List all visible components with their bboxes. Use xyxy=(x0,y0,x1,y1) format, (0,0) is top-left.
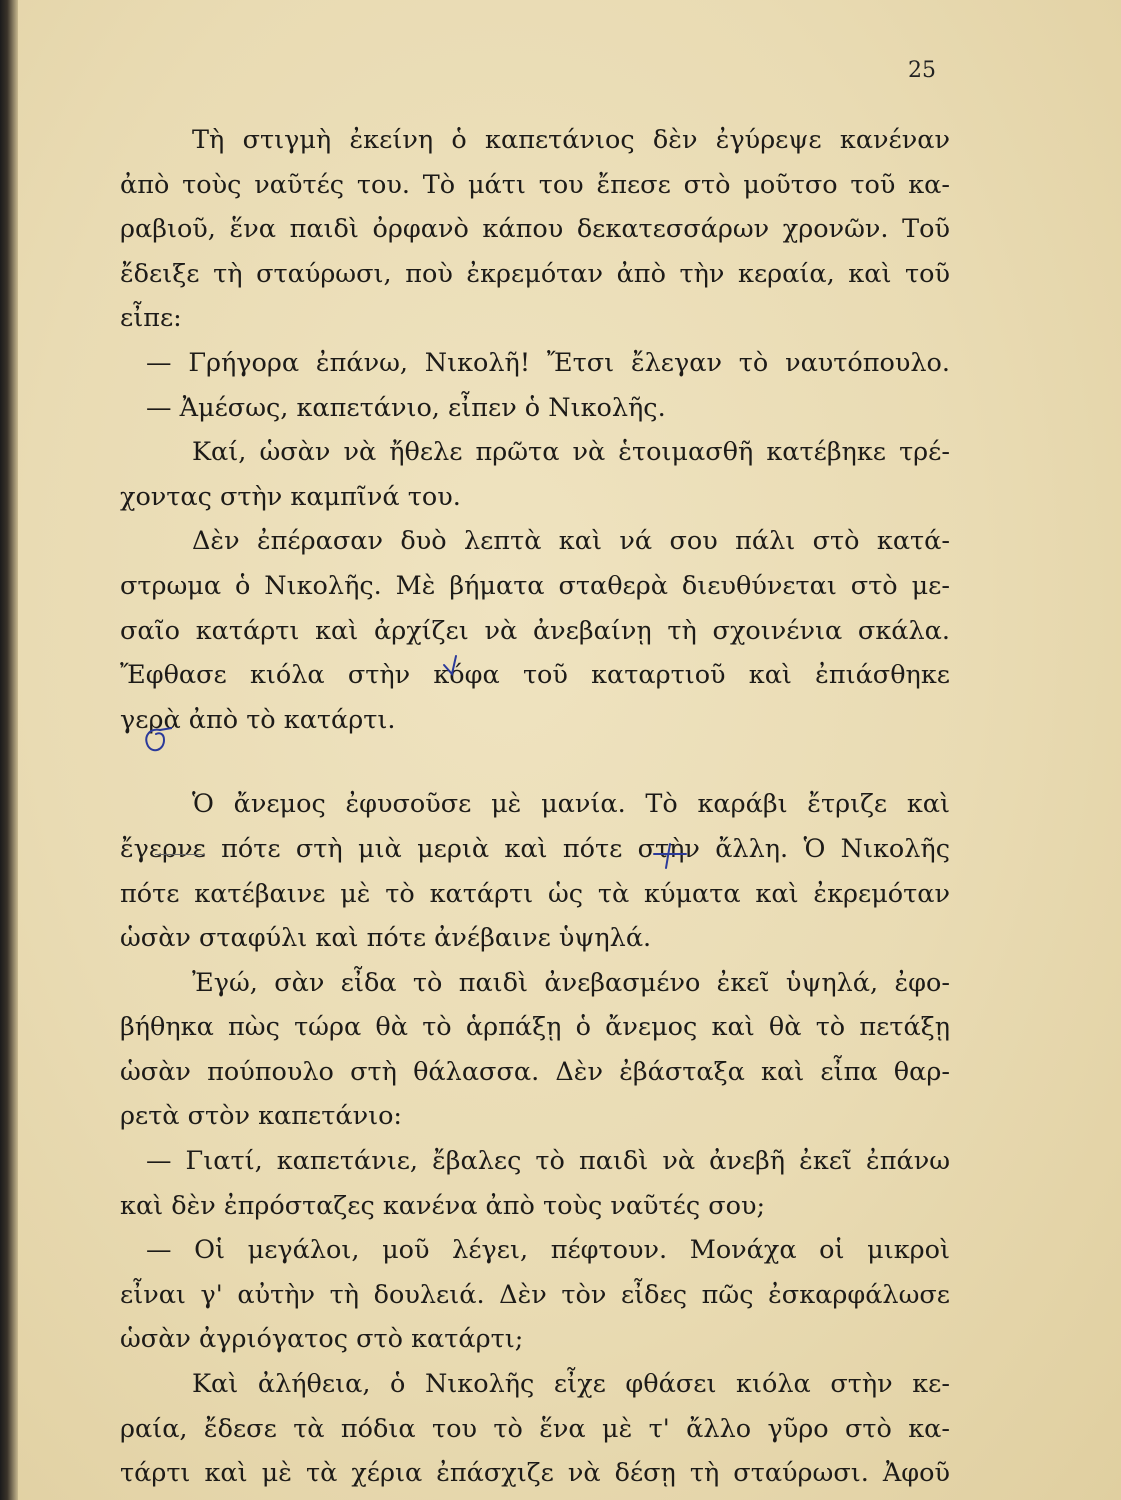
text-line: ρετὰ στὸν καπετάνιο: xyxy=(120,1101,403,1132)
text-line: Ἔφθασε κιόλα στὴν κόφα τοῦ καταρτιοῦ καὶ ἐπιάσθηκε xyxy=(120,660,950,691)
text-line: ὡσὰν σταφύλι καὶ πότε ἀνέβαινε ὑψηλά. xyxy=(120,923,652,954)
text-line: ραία, ἔδεσε τὰ πόδια του τὸ ἕνα μὲ τ' ἄλλο γῦρο στὸ κα- xyxy=(120,1413,950,1444)
text-line: στρωμα ὁ Νικολῆς. Μὲ βήματα σταθερὰ διευθύνεται στὸ με- xyxy=(120,570,950,601)
text-line: σαῖο κατάρτι καὶ ἀρχίζει νὰ ἀνεβαίνῃ τὴ σχοινένια σκάλα. xyxy=(120,615,950,646)
text-line: ἀπὸ τοὺς ναῦτές του. Τὸ μάτι του ἔπεσε στὸ μοῦτσο τοῦ κα- xyxy=(120,169,950,200)
text-line: — Γιατί, καπετάνιε, ἔβαλες τὸ παιδὶ νὰ ἀνεβῆ ἐκεῖ ἐπάνω xyxy=(146,1146,950,1177)
text-line: βήθηκα πὼς τώρα θὰ τὸ ἁρπάξῃ ὁ ἄνεμος καὶ θὰ τὸ πετάξῃ xyxy=(120,1012,950,1043)
text-line: εἶναι γ' αὐτὴν τὴ δουλειά. Δὲν τὸν εἶδες πῶς ἐσκαρφάλωσε xyxy=(120,1279,950,1310)
handwritten-cross-mark-icon xyxy=(650,840,690,870)
book-spine-shadow xyxy=(0,0,18,1500)
page-text xyxy=(120,118,950,1496)
text-line: ραβιοῦ, ἕνα παιδὶ ὀρφανὸ κάπου δεκατεσσάρων χρονῶν. Τοῦ xyxy=(120,214,950,245)
text-line: Τὴ στιγμὴ ἐκείνη ὁ καπετάνιος δὲν ἐγύρεψε κανέναν xyxy=(192,125,950,155)
text-line: Καί, ὡσὰν νὰ ἤθελε πρῶτα νὰ ἑτοιμασθῆ κατέβηκε τρέ- xyxy=(192,437,950,468)
text-line: πότε κατέβαινε μὲ τὸ κατάρτι ὡς τὰ κύματα καὶ ἐκρεμόταν xyxy=(120,878,950,909)
text-line: εἶπε: xyxy=(120,303,182,334)
text-line: Δὲν ἐπέρασαν δυὸ λεπτὰ καὶ νά σου πάλι στὸ κατά- xyxy=(192,526,950,557)
text-line: ἔδειξε τὴ σταύρωσι, ποὺ ἐκρεμόταν ἀπὸ τὴν κεραία, καὶ τοῦ xyxy=(120,258,950,289)
text-line: Ὁ ἄνεμος ἐφυσοῦσε μὲ μανία. Τὸ καράβι ἔτριζε καὶ xyxy=(192,789,950,820)
text-line: ἔγερνε πότε στὴ μιὰ μεριὰ καὶ πότε στὴν ἄλλη. Ὁ Νικολῆς xyxy=(120,833,950,864)
text-line: Καὶ ἀλήθεια, ὁ Νικολῆς εἶχε φθάσει κιόλα στὴν κε- xyxy=(192,1369,950,1400)
pencil-strike-mark xyxy=(155,854,205,857)
text-line: ὡσὰν ἀγριόγατος στὸ κατάρτι; xyxy=(120,1324,524,1355)
text-line: γερὰ ἀπὸ τὸ κατάρτι. xyxy=(120,704,396,735)
text-line: — Οἱ μεγάλοι, μοῦ λέγει, πέφτουν. Μονάχα οἱ μικροὶ xyxy=(146,1235,950,1266)
text-line: τάρτι καὶ μὲ τὰ χέρια ἐπάσχιζε νὰ δέσῃ τὴ σταύρωσι. Ἀφοῦ xyxy=(120,1458,950,1489)
text-line: — Ἀμέσως, καπετάνιο, εἶπεν ὁ Νικολῆς. xyxy=(146,392,666,423)
text-line: Ἐγώ, σὰν εἶδα τὸ παιδὶ ἀνεβασμένο ἐκεῖ ὑψηλά, ἐφο- xyxy=(192,967,950,998)
handwritten-check-mark-icon xyxy=(442,653,462,677)
page-number: 25 xyxy=(908,58,936,83)
handwritten-paragraph-mark-icon xyxy=(140,722,172,756)
text-line: καὶ δὲν ἐπρόσταζες κανένα ἀπὸ τοὺς ναῦτές σου; xyxy=(120,1190,766,1221)
text-line: — Γρήγορα ἐπάνω, Νικολῆ! Ἔτσι ἔλεγαν τὸ ναυτόπουλο. xyxy=(146,347,950,378)
text-line: ὡσὰν πούπουλο στὴ θάλασσα. Δὲν ἐβάσταξα καὶ εἶπα θαρ- xyxy=(120,1056,950,1087)
text-line: χοντας στὴν καμπῖνά του. xyxy=(120,481,461,512)
